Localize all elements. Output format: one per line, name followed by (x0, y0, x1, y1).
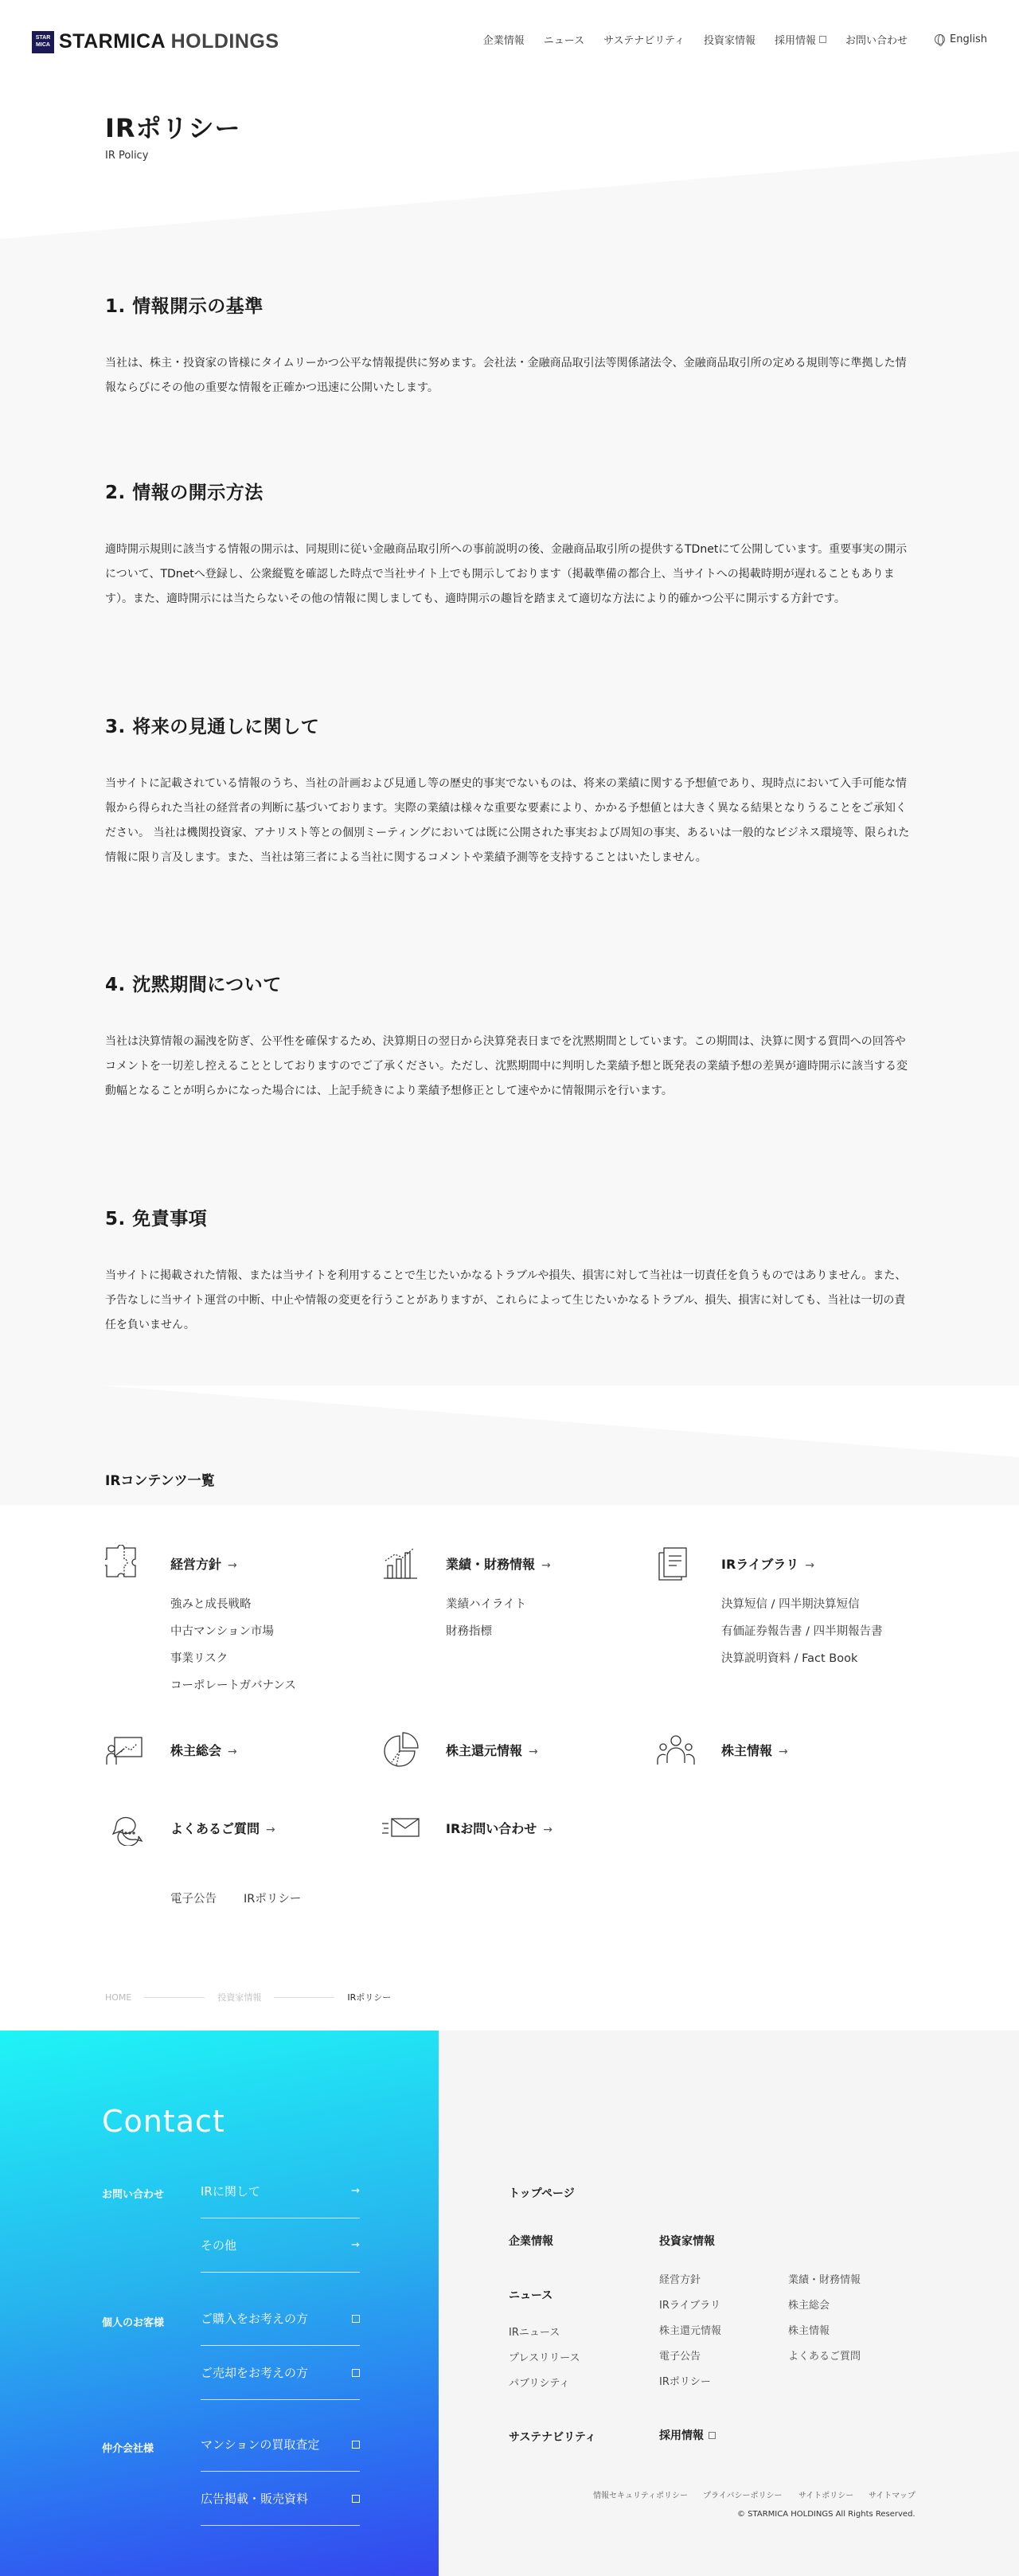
arrow-right-icon: → (541, 1559, 551, 1572)
footer-link-sitemap[interactable]: サイトマップ (869, 2492, 916, 2500)
pie-chart-icon (381, 1731, 420, 1768)
ir-sublink[interactable]: 有価証券報告書 / 四半期報告書 (721, 1625, 883, 1638)
page-subtitle: IR Policy (105, 150, 149, 162)
puzzle-icon (105, 1545, 145, 1581)
contact-link-advertising[interactable]: 広告掲載・販売資料 (201, 2472, 360, 2526)
sitemap-sublink[interactable]: 電子公告 (659, 2351, 701, 2363)
policy-section-forward-looking (105, 712, 914, 870)
ir-sublink[interactable]: 業績ハイライト (446, 1598, 527, 1611)
sitemap-sublink[interactable]: パブリシティ (509, 2378, 570, 2390)
nav-investor[interactable]: 投資家情報 (704, 35, 756, 47)
contact-group-label: 個人のお客様 (102, 2317, 165, 2329)
sitemap-news[interactable]: ニュース (509, 2289, 553, 2302)
contact-title: Contact (102, 2104, 225, 2139)
link-ir-policy[interactable]: IRポリシー (244, 1893, 302, 1906)
external-link-icon (352, 2369, 360, 2377)
breadcrumb-home[interactable]: HOME (105, 1992, 132, 2003)
section-heading: 4. 沈黙期間について (105, 975, 282, 995)
bar-chart-icon (381, 1545, 420, 1581)
sitemap-sublink[interactable]: IRニュース (509, 2327, 560, 2339)
ir-sublink[interactable]: 事業リスク (170, 1652, 228, 1665)
ir-sublink[interactable]: 財務指標 (446, 1625, 492, 1638)
copyright: © STARMICA HOLDINGS All Rights Reserved. (737, 2510, 916, 2519)
breadcrumb-divider (144, 1997, 205, 1998)
site-header (0, 0, 1019, 83)
contact-panel (0, 2031, 439, 2576)
contact-link-purchase[interactable]: ご購入をお考えの方 (201, 2292, 360, 2346)
ir-sublinks (721, 1591, 883, 1672)
contact-link-other[interactable]: その他 → (201, 2218, 360, 2273)
sitemap-sublink[interactable]: よくあるご質問 (788, 2351, 861, 2363)
ir-category-link[interactable]: 業績・財務情報 → (446, 1557, 551, 1572)
ir-sublink[interactable]: コーポレートガバナンス (170, 1679, 296, 1692)
page-title: IRポリシー (105, 113, 241, 143)
ir-category-link[interactable]: よくあるご質問 → (170, 1821, 275, 1836)
arrow-right-icon: → (351, 2239, 360, 2251)
globe-icon (935, 34, 945, 45)
logo-mark: STAR MICA (32, 31, 54, 53)
nav-company[interactable]: 企業情報 (482, 35, 525, 47)
sitemap-sustainability[interactable]: サステナビリティ (509, 2431, 596, 2444)
contact-link-sale[interactable]: ご売却をお考えの方 (201, 2346, 360, 2400)
document-icon (656, 1545, 696, 1581)
sitemap-sublink[interactable]: 業績・財務情報 (788, 2274, 861, 2286)
sitemap-sublink[interactable]: プレスリリース (509, 2352, 580, 2364)
ir-category-link[interactable]: IRお問い合わせ → (446, 1821, 553, 1836)
breadcrumb (105, 1991, 391, 2003)
section-body: 当社は、株主・投資家の皆様にタイムリーかつ公平な情報提供に努めます。会社法・金融商品取引法等関係諸法令、金融商品取引所の定める規則等に準拠した情報ならびにその他の重要な情報を正確かつ迅速に公開いたします。 (105, 357, 907, 394)
arrow-right-icon: → (228, 1559, 237, 1572)
sitemap-sublink[interactable]: IRライブラリ (659, 2300, 721, 2312)
ir-sublink[interactable]: 決算説明資料 / Fact Book (721, 1652, 858, 1665)
nav-sustainability[interactable]: サステナビリティ (603, 35, 685, 47)
ir-sublinks (446, 1591, 526, 1645)
external-link-icon (352, 2441, 360, 2449)
section-heading: 3. 将来の見通しに関して (105, 717, 320, 737)
logo-text: STARMICA HOLDINGS (59, 30, 279, 53)
policy-section-disclaimer (105, 1204, 914, 1338)
breadcrumb-investor[interactable]: 投資家情報 (217, 1992, 262, 2003)
contact-group-label: お問い合わせ (102, 2189, 165, 2201)
breadcrumb-divider (274, 1997, 334, 1998)
site-logo[interactable] (32, 30, 279, 53)
ir-sublinks (170, 1591, 296, 1699)
section-body: 適時開示規則に該当する情報の開示は、同規則に従い金融商品取引所への事前説明の後、金融商品取引所の提供するTDnetにて公開しています。重要事実の開示について、TDnetへ登録し、公衆縦覧を確認した時点で当社サイト上でも開示しております（掲載準備の都合上、当サイトへの掲載時期が遅れることもあります）。また、適時開示には当たらないその他の情報に関しましても、適時開示の趣旨を踏まえて適切な方法により的確かつ公平に開示する方針です。 (105, 543, 908, 605)
link-electronic-notice[interactable]: 電子公告 (170, 1893, 217, 1906)
chat-icon (105, 1809, 145, 1846)
ir-category-link[interactable]: 経営方針 → (170, 1557, 237, 1572)
policy-section-disclosure-method (105, 478, 914, 612)
arrow-right-icon: → (228, 1745, 237, 1758)
sitemap-sublink[interactable]: 株主情報 (788, 2325, 830, 2337)
arrow-right-icon: → (543, 1824, 553, 1836)
sitemap-sublink[interactable]: 株主還元情報 (659, 2325, 722, 2337)
arrow-right-icon: → (529, 1745, 538, 1758)
ir-extra-links (170, 1890, 301, 1906)
nav-recruit[interactable]: 採用情報 (775, 32, 826, 47)
arrow-right-icon: → (805, 1559, 815, 1572)
section-heading: 1. 情報開示の基準 (105, 296, 264, 317)
sitemap-sublink[interactable]: 株主総会 (788, 2300, 830, 2312)
ir-sublink[interactable]: 決算短信 / 四半期決算短信 (721, 1598, 860, 1611)
ir-category-link[interactable]: 株主情報 → (721, 1743, 788, 1758)
global-nav (464, 32, 987, 47)
presentation-icon (105, 1731, 145, 1768)
sitemap-investor[interactable]: 投資家情報 (659, 2235, 715, 2248)
sitemap-recruit[interactable]: 採用情報 (659, 2427, 716, 2443)
sitemap-sublink[interactable]: IRポリシー (659, 2376, 711, 2388)
arrow-right-icon: → (351, 2185, 360, 2197)
ir-contents-title: IRコンテンツ一覧 (105, 1473, 215, 1489)
language-switch[interactable]: English (935, 33, 987, 45)
section-body: 当サイトに掲載された情報、または当サイトを利用することで生じたいかなるトラブルや損失、損害に対して当社は一切責任を負うものではありません。また、予告なしに当サイト運営の中断、中止や情報の変更を行うことがありますが、これらによって生じたいかなるトラブル、損失、損害に対しても、当社は一切の責任を負いません。 (105, 1269, 907, 1331)
nav-news[interactable]: ニュース (543, 35, 585, 47)
policy-section-disclosure-standard (105, 291, 914, 401)
footer-sitemap (439, 2031, 1019, 2576)
section-body: 当サイトに記載されている情報のうち、当社の計画および見通し等の歴史的事実でないものは、将来の業績に関する予想値であり、現時点において入手可能な情報から得られた当社の経営者の判断に基づいております。実際の業績は様々な重要な要素により、かかる予想値とは大きく異なる結果となりうることをご承知ください。 当社は機関投資家、アナリスト等との個別ミーティングにおいては既に公開された事実および周知の事実、あるいは一般的なビジネス環境等、限られた情報に限り言及します。また、当社は第三者による当社に関するコメントや業績予測等を支持することはいたしません。 (105, 777, 910, 864)
arrow-right-icon: → (266, 1824, 275, 1836)
ir-sublink[interactable]: 中古マンション市場 (170, 1625, 274, 1638)
people-icon (656, 1731, 696, 1768)
external-link-icon (352, 2315, 360, 2323)
section-body: 当社は決算情報の漏洩を防ぎ、公平性を確保するため、決算期日の翌日から決算発表日までを沈黙期間としています。この期間は、決算に関する質問への回答やコメントを一切差し控えることとしておりますのでご了承ください。ただし、沈黙期間中に判明した業績予想と既発表の業績予想の差異が適時開示に該当する変動幅となることが明らかになった場合には、上記手続きにより業績予想修正として速やかに情報開示を行います。 (105, 1035, 908, 1097)
nav-contact[interactable]: お問い合わせ (845, 35, 908, 47)
footer-link-site-policy[interactable]: サイトポリシー (798, 2492, 854, 2500)
footer-link-security[interactable]: 情報セキュリティポリシー (593, 2492, 688, 2500)
sitemap-sublink[interactable]: 経営方針 (659, 2274, 701, 2286)
ir-category-link[interactable]: 株主総会 → (170, 1743, 237, 1758)
sitemap-top[interactable]: トップページ (509, 2187, 575, 2200)
sitemap-company[interactable]: 企業情報 (509, 2235, 553, 2248)
policy-section-quiet-period (105, 970, 914, 1104)
external-link-icon (709, 2432, 716, 2439)
external-link-icon (819, 36, 826, 43)
arrow-right-icon: → (779, 1745, 788, 1758)
contact-group-label: 仲介会社様 (102, 2443, 154, 2455)
section-heading: 5. 免責事項 (105, 1209, 208, 1229)
contact-link-appraisal[interactable]: マンションの買取査定 (201, 2418, 360, 2472)
footer-link-privacy[interactable]: プライバシーポリシー (703, 2492, 783, 2500)
ir-category-link[interactable]: IRライブラリ → (721, 1557, 815, 1572)
contact-link-ir[interactable]: IRに関して → (201, 2164, 360, 2218)
breadcrumb-current: IRポリシー (347, 1992, 392, 2003)
mail-icon (381, 1809, 420, 1846)
external-link-icon (352, 2495, 360, 2503)
ir-sublink[interactable]: 強みと成長戦略 (170, 1598, 252, 1611)
ir-category-link[interactable]: 株主還元情報 → (446, 1743, 538, 1758)
section-heading: 2. 情報の開示方法 (105, 483, 264, 503)
